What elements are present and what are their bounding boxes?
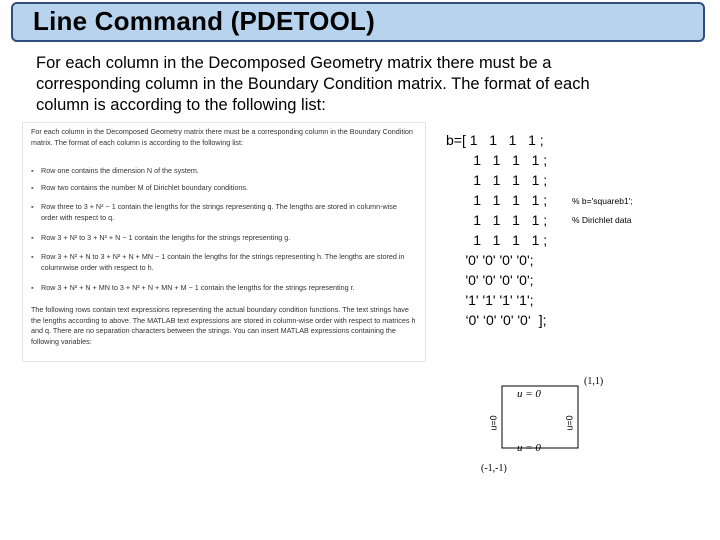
- boundary-label-top: u = 0: [517, 388, 541, 400]
- bullet-icon: ▪: [31, 233, 34, 242]
- matrix-row: 1 1 1 1 ;: [446, 232, 548, 248]
- intro-paragraph: For each column in the Decomposed Geometry matrix there must be a corresponding column in the Boundary Condition matrix. The format of each column is according to the following list:: [36, 54, 590, 114]
- matrix-row: 1 1 1 1 ;: [446, 192, 548, 208]
- boundary-label-right: u=0: [564, 415, 575, 431]
- matrix-row: 1 1 1 1 ;: [446, 212, 548, 228]
- title-bar: [11, 2, 705, 42]
- matrix-row: b=[ 1 1 1 1 ;: [446, 132, 544, 148]
- bullet-icon: ▪: [31, 166, 34, 175]
- matrix-row: '0' '0' '0' '0';: [446, 272, 534, 288]
- bullet-icon: ▪: [31, 283, 34, 292]
- doc-list-item: ▪ Row 3 + N² + N to 3 + N² + N + MN − 1 contain the lengths for the strings representing h. The lengths are stored in columnwise order with respect to h.: [31, 252, 405, 272]
- geometry-comment: % b='squareb1';: [572, 196, 633, 206]
- matrix-row: 1 1 1 1 ;: [446, 172, 548, 188]
- matrix-row: ‘0' ‘0' '0' '0‘ ];: [446, 312, 547, 328]
- matrix-row: 1 1 1 1 ;: [446, 152, 548, 168]
- doc-list-item: ▪ Row 3 + N² + N + MN to 3 + N² + N + MN + M − 1 contain the lengths for the strings representing r.: [31, 283, 355, 292]
- doc-paragraph-2: The following rows contain text expressions representing the actual boundary condition functions. The text strings have the lengths according to above. The MATLAB text expressions are stored in column-wise order with respect to matrices h and q. There are no separation characters between the strings. You can insert MATLAB expressions containing the following variables:: [31, 305, 416, 346]
- boundary-label-bottom: u = 0: [517, 442, 541, 454]
- bullet-icon: ▪: [31, 183, 34, 192]
- boundary-label-left: u=0: [488, 415, 499, 431]
- matrix-row: '0' '0' '0' '0';: [446, 252, 534, 268]
- dirichlet-comment: % Dirichlet data: [572, 215, 632, 225]
- slide-title: Line Command (PDETOOL): [33, 6, 375, 36]
- doc-list-item: ▪ Row one contains the dimension N of the system.: [31, 166, 199, 175]
- corner-label-top-right: (1,1): [584, 376, 604, 387]
- documentation-excerpt: [22, 122, 426, 362]
- doc-list-item: ▪ Row two contains the number M of Dirichlet boundary conditions.: [31, 183, 248, 192]
- doc-list-item: ▪ Row 3 + N² to 3 + N² + N − 1 contain the lengths for the strings representing g.: [31, 233, 291, 242]
- doc-paragraph-1: For each column in the Decomposed Geometry matrix there must be a corresponding column in the Boundary Condition matrix. The format of each column is according to the following list:: [31, 127, 413, 147]
- square-domain-figure: [488, 380, 598, 460]
- matrix-row: '1' '1' '1' '1';: [446, 292, 534, 308]
- corner-label-bottom-left: (-1,-1): [481, 463, 507, 474]
- doc-list-item: ▪ Row three to 3 + N² − 1 contain the lengths for the strings representing q. The lengths are stored in column-wise order with respect to q.: [31, 202, 397, 222]
- bullet-icon: ▪: [31, 252, 34, 261]
- bullet-icon: ▪: [31, 202, 34, 211]
